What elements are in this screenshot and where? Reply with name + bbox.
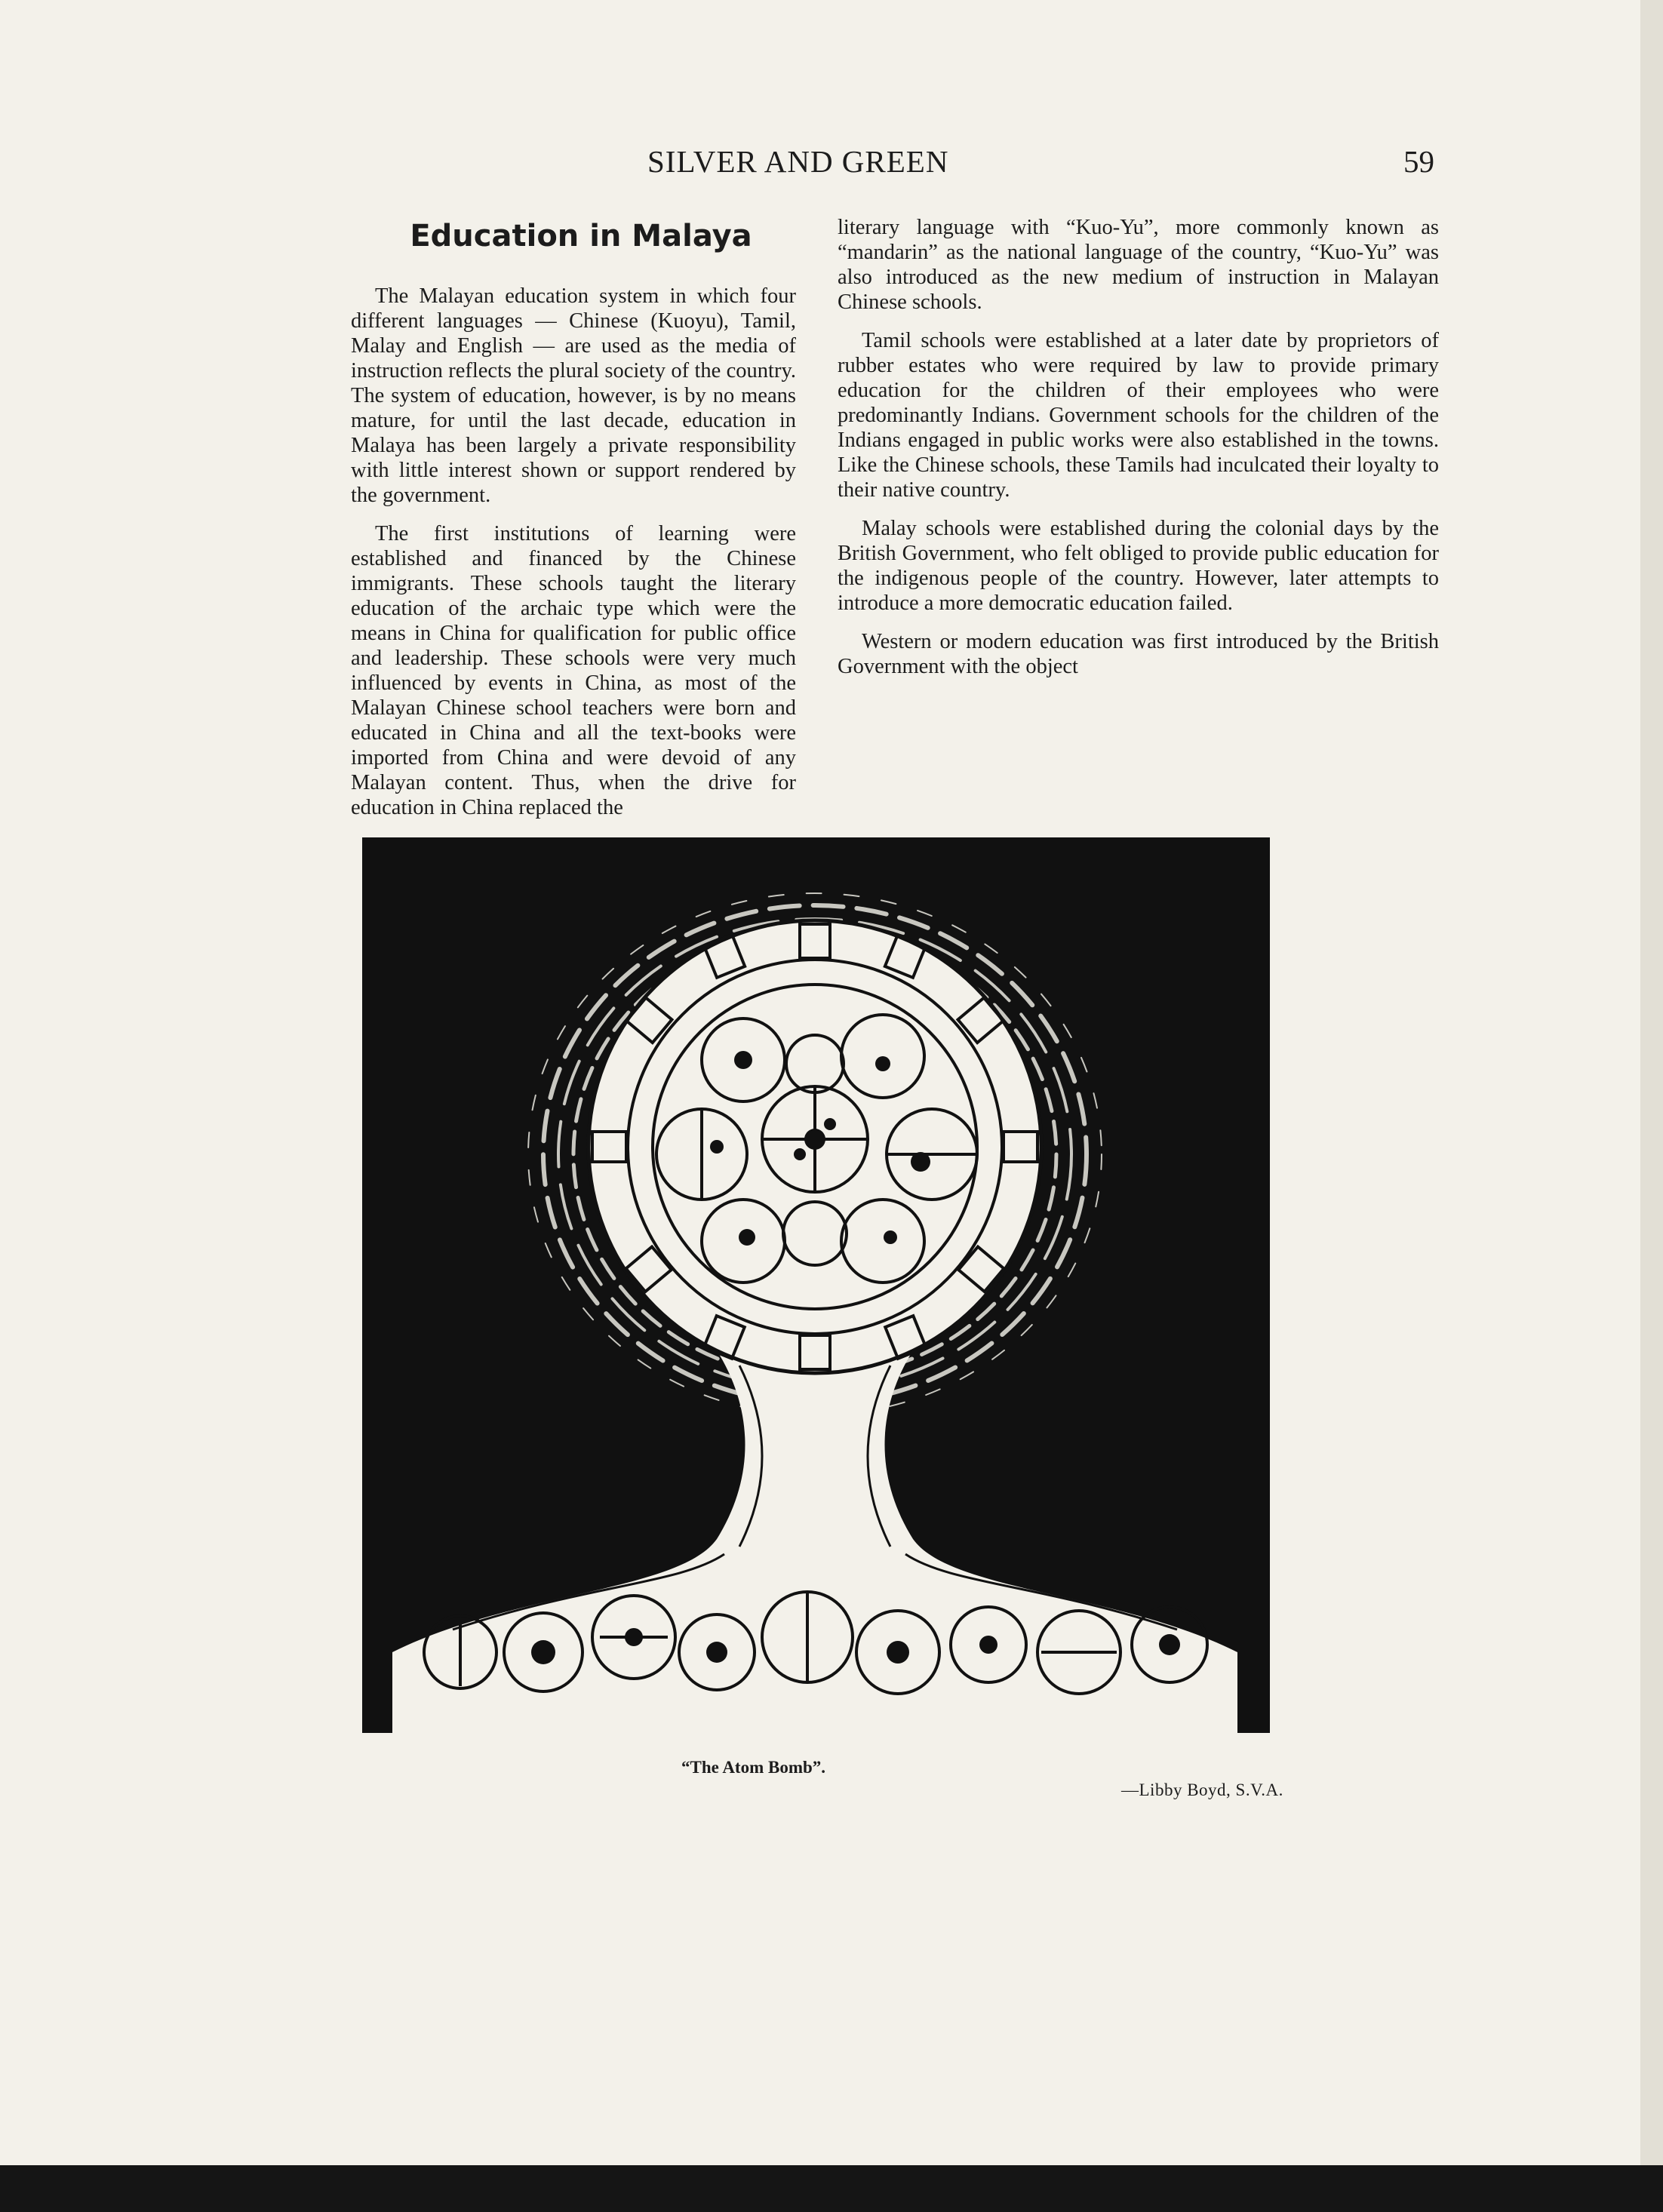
scan-border — [0, 2165, 1663, 2212]
paragraph: The first institutions of learning were established and financed by the Chinese immigrants. These schools taught the literary education of the archaic type which were the means in China for qualification for public office and leadership. These schools were very much influenced by events in China, as most of the Malayan Chinese school teachers were born and educated in China and all the text-books were imported from China and were devoid of any Malayan content. Thus, when the drive for education in China replaced the — [351, 522, 796, 819]
paragraph: Western or modern education was first introduced by the British Government with the object — [838, 630, 1439, 678]
right-column — [838, 215, 1439, 693]
paragraph: Malay schools were established during the colonial days by the British Government, who felt obliged to provide public education for the indigenous people of the country. However, later attempts to introduce a more democratic education failed. — [838, 517, 1439, 615]
running-title: SILVER AND GREEN — [647, 144, 949, 179]
figure-credit: —Libby Boyd, S.V.A. — [1121, 1780, 1283, 1799]
atom-bomb-illustration — [362, 837, 1270, 1733]
page-edge — [1640, 0, 1663, 2212]
paragraph: literary language with “Kuo-Yu”, more commonly known as “mandarin” as the national language of the country, “Kuo-Yu” was also introduced as the new medium of instruction in Malayan Chinese schools. — [838, 216, 1439, 314]
paragraph: The Malayan education system in which four different languages — Chinese (Kuoyu), Tamil, Malay and English — are used as the media of instruction reflects the plural society of the country. The system of education, however, is by no means mature, for until the last decade, education in Malaya has been largely a private responsibility with little interest shown or support rendered by the government. — [351, 284, 796, 507]
illustration-drawing — [362, 837, 1270, 1733]
figure-caption: “The Atom Bomb”. — [681, 1758, 826, 1777]
paragraph: Tamil schools were established at a later date by proprietors of rubber estates who were required by law to provide primary education for the children of their employees who were predominantly Indians. Government schools for the children of the Indians engaged in public works were also established in the towns. Like the Chinese schools, these Tamils had inculcated their loyalty to their native country. — [838, 329, 1439, 502]
article-title: Education in Malaya — [410, 219, 752, 253]
page-number: 59 — [1403, 144, 1434, 179]
left-column — [351, 219, 796, 834]
